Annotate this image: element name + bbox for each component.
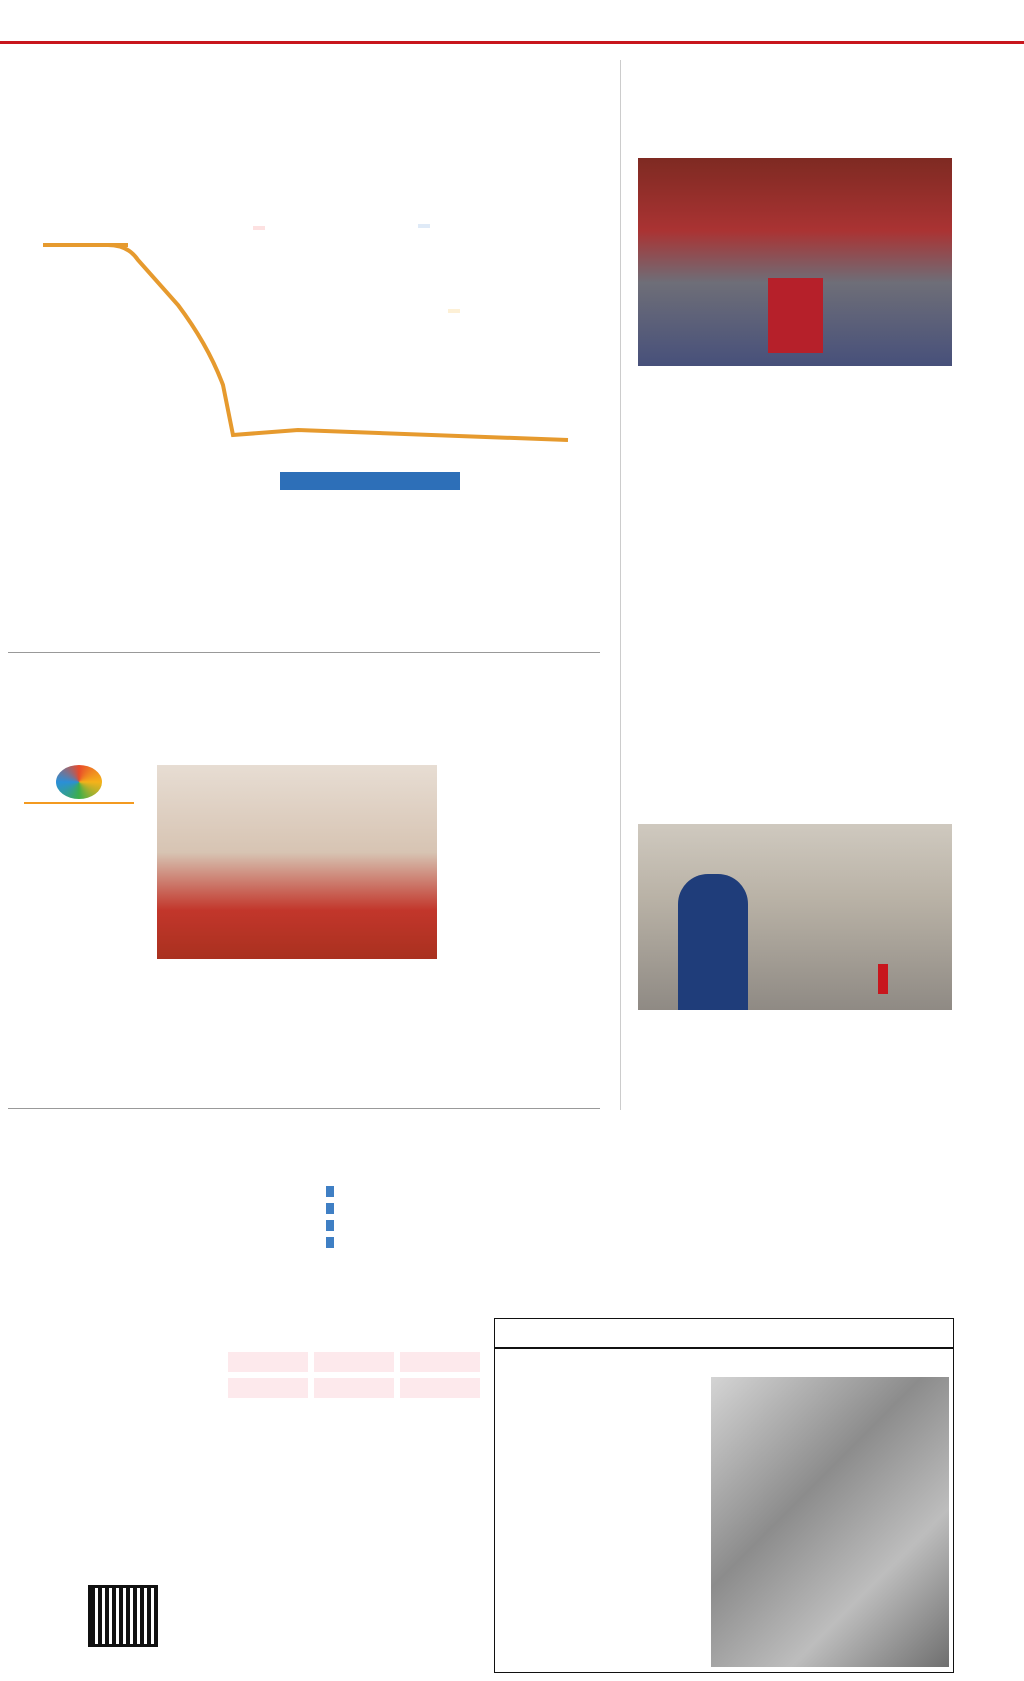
elevator-col3 — [305, 985, 439, 1095]
fire-extinguisher — [878, 964, 888, 994]
elevator-col4 — [455, 765, 598, 1095]
elevator-photo — [157, 765, 437, 959]
aerial-map — [711, 1377, 949, 1667]
qr-code — [88, 1585, 158, 1647]
divider — [620, 60, 621, 1110]
exclusion-item — [228, 1378, 308, 1398]
metro-col3 — [305, 502, 439, 647]
elevator-col1 — [5, 868, 148, 1100]
officer-figure — [678, 874, 748, 1010]
civilization-logo — [24, 765, 134, 804]
segment-chancheng — [448, 298, 460, 323]
category-item — [326, 1183, 598, 1200]
metro-col4 — [453, 502, 595, 647]
exclusion-item — [228, 1352, 308, 1372]
exclusion-grid — [228, 1352, 480, 1398]
exclusion-item — [314, 1378, 394, 1398]
exclusion-item — [400, 1352, 480, 1372]
metro-col1 — [5, 292, 147, 642]
elevator-col2 — [157, 985, 292, 1095]
category-item — [326, 1234, 598, 1251]
notice-title — [495, 1319, 953, 1349]
exclusion-item — [400, 1378, 480, 1398]
segment-nanhai — [418, 213, 430, 238]
civil-col1 — [640, 1034, 790, 1304]
divider — [8, 1108, 600, 1109]
segment-sanshui — [253, 215, 265, 240]
masthead — [0, 0, 1024, 44]
metro-col2 — [157, 502, 291, 647]
smoke-col1 — [640, 458, 790, 710]
logo-swirl-icon — [56, 765, 102, 799]
category-list — [326, 1183, 598, 1251]
category-item — [326, 1200, 598, 1217]
divider — [8, 652, 600, 653]
notice-box — [494, 1318, 954, 1673]
civil-photo — [638, 824, 952, 1010]
category-item — [326, 1217, 598, 1234]
exclusion-item — [314, 1352, 394, 1372]
banner-flag — [768, 278, 823, 353]
smoke-photo — [638, 158, 952, 366]
smoke-col2 — [802, 384, 952, 710]
civil-col2 — [802, 1034, 952, 1304]
veterans-col1 — [5, 1180, 160, 1580]
line-label — [280, 472, 460, 490]
